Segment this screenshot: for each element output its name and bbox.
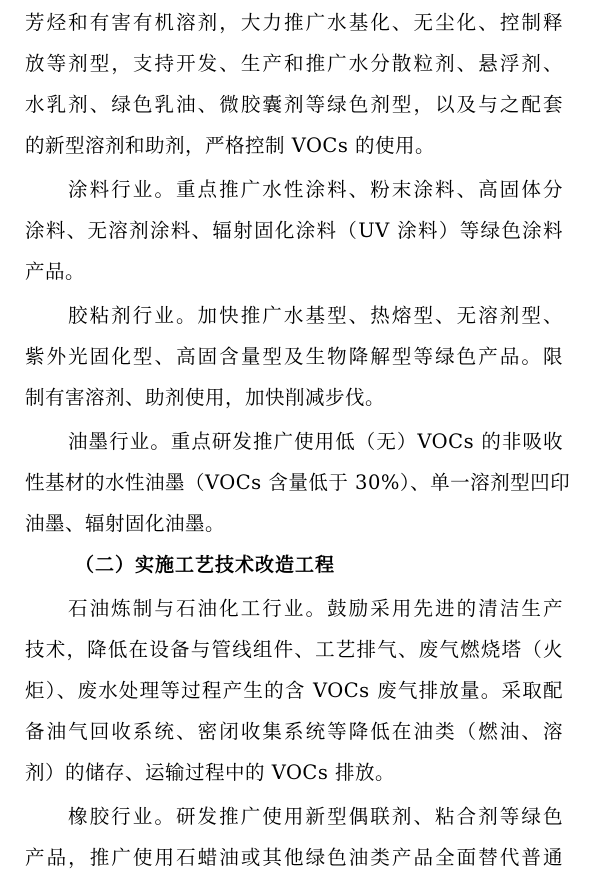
text-line: 油墨行业。重点研发推广使用低（无）VOCs 的非吸收 bbox=[68, 430, 563, 453]
text-line: 橡胶行业。研发推广使用新型偶联剂、粘合剂等绿色 bbox=[68, 805, 563, 828]
text-line: 技术，降低在设备与管线组件、工艺排气、废气燃烧塔（火 bbox=[25, 638, 563, 661]
text-line: 产品。 bbox=[25, 260, 86, 283]
text-line: 水乳剂、绿色乳油、微胶囊剂等绿色剂型，以及与之配套 bbox=[25, 93, 563, 116]
text-line: 性基材的水性油墨（VOCs 含量低于 30%）、单一溶剂型凹印 bbox=[25, 471, 571, 494]
text-line: 涂料、无溶剂涂料、辐射固化涂料（UV 涂料）等绿色涂料 bbox=[25, 219, 563, 242]
text-line: 剂）的储存、运输过程中的 VOCs 排放。 bbox=[25, 761, 396, 784]
text-line: 涂料行业。重点推广水性涂料、粉末涂料、高固体分 bbox=[68, 178, 563, 201]
text-line: 放等剂型，支持开发、生产和推广水分散粒剂、悬浮剂、 bbox=[25, 52, 563, 75]
text-line: 芳烃和有害有机溶剂，大力推广水基化、无尘化、控制释 bbox=[25, 11, 563, 34]
text-line: 制有害溶剂、助剂使用，加快削减步伐。 bbox=[25, 386, 386, 409]
text-line: 油墨、辐射固化油墨。 bbox=[25, 512, 226, 535]
text-line: 产品，推广使用石蜡油或其他绿色油类产品全面替代普通 bbox=[25, 846, 563, 869]
text-line: 备油气回收系统、密闭收集系统等降低在油类（燃油、溶 bbox=[25, 720, 563, 743]
section-heading: （二）实施工艺技术改造工程 bbox=[75, 554, 336, 576]
text-line: 紫外光固化型、高固含量型及生物降解型等绿色产品。限 bbox=[25, 345, 563, 368]
text-line: 胶粘剂行业。加快推广水基型、热熔型、无溶剂型、 bbox=[68, 304, 563, 327]
text-line: 炬）、废水处理等过程产生的含 VOCs 废气排放量。采取配 bbox=[25, 679, 563, 702]
text-line: 的新型溶剂和助剂，严格控制 VOCs 的使用。 bbox=[25, 134, 436, 157]
text-line: 石油炼制与石油化工行业。鼓励采用先进的清洁生产 bbox=[68, 597, 563, 620]
